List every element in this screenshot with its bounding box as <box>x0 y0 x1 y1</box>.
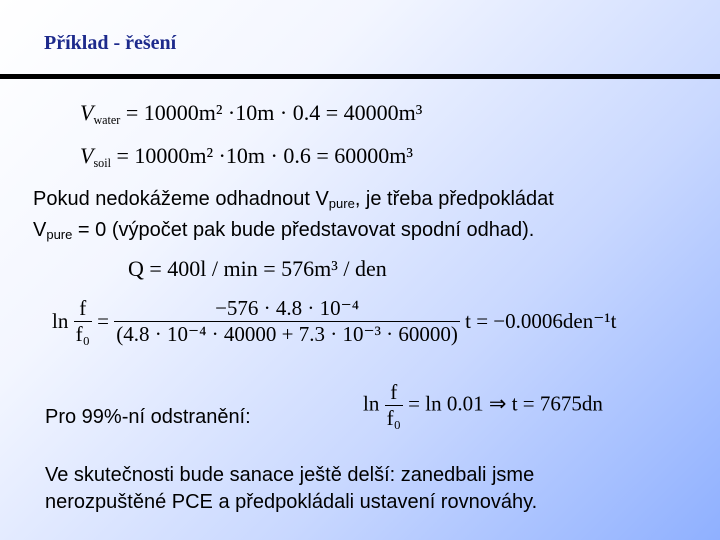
p1-line2-before: V <box>33 219 47 241</box>
eq-ln-lhs-num: f <box>74 296 92 322</box>
eq-ln-lhs-den: f₀ <box>75 322 90 346</box>
title-divider <box>0 74 720 79</box>
equation-removal-time <box>363 380 603 431</box>
p1-line2-after: = 0 (výpočet pak bude představovat spodní odhad). <box>72 219 535 241</box>
paragraph-assumption <box>33 186 554 248</box>
eq-ln-lhs-fraction <box>74 296 92 347</box>
slide-title: Příklad - řešení <box>44 32 177 54</box>
equation-soil-volume <box>80 143 413 171</box>
paragraph-assumption-line2 <box>33 217 554 248</box>
eq-ln-rhs-fraction <box>114 296 460 347</box>
equation-flow-rate: Q = 400l / min = 576m³ / den <box>128 256 387 281</box>
eq-water-rhs: = 10000m² ·10m · 0.4 = 40000m³ <box>125 100 423 125</box>
eq-ln-equals: = <box>97 309 110 333</box>
eq-water-sub: water <box>93 113 121 128</box>
eq-ln2-prefix: ln <box>363 391 380 416</box>
eq-ln-rhs-den: (4.8 · 10⁻⁴ · 40000 + 7.3 · 10⁻³ · 60000) <box>116 322 458 346</box>
paragraph-removal: Pro 99%-ní odstranění: <box>45 406 251 428</box>
eq-ln-rhs-suffix: t = −0.0006den⁻¹t <box>465 309 617 333</box>
p1-line1-after: , je třeba předpokládat <box>354 188 554 210</box>
paragraph-conclusion-line1: Ve skutečnosti bude sanace ještě delší: zanedbali jsme <box>45 464 535 486</box>
eq-water-var: V <box>80 100 94 125</box>
eq-ln-rhs-num: −576 · 4.8 · 10⁻⁴ <box>114 296 460 322</box>
paragraph-conclusion-line2: nerozpuštěné PCE a předpokládali ustavení rovnováhy. <box>45 491 538 513</box>
eq-soil-var: V <box>80 143 94 168</box>
eq-ln2-den: f₀ <box>386 406 401 430</box>
p1-line1-before: Pokud nedokážeme odhadnout V <box>33 188 329 210</box>
eq-ln2-num: f <box>385 380 403 406</box>
paragraph-conclusion <box>45 462 537 516</box>
eq-ln2-rhs: = ln 0.01 ⇒ t = 7675dn <box>408 391 603 416</box>
eq-soil-sub: soil <box>93 156 111 171</box>
eq-soil-rhs: = 10000m² ·10m · 0.6 = 60000m³ <box>116 143 413 168</box>
paragraph-assumption-line1 <box>33 186 554 217</box>
eq-ln2-fraction <box>385 380 403 431</box>
equation-water-volume <box>80 100 422 128</box>
p1-line2-sub: pure <box>46 227 73 242</box>
equation-log-ratio <box>52 296 616 347</box>
eq-ln-prefix: ln <box>52 309 69 333</box>
p1-line1-sub: pure <box>328 196 355 211</box>
